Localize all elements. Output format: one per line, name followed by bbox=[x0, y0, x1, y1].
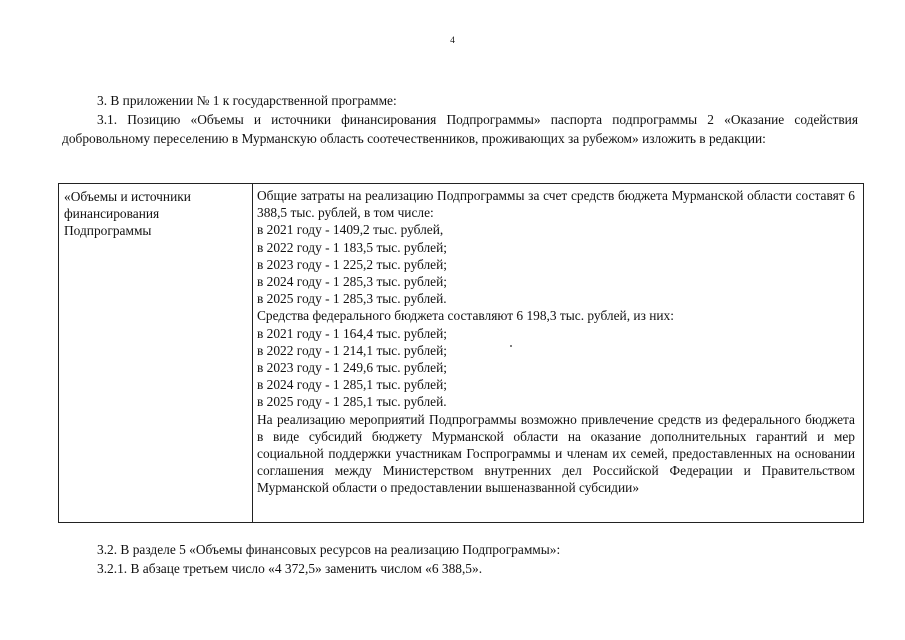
federal-year-2023: в 2023 году - 1 249,6 тыс. рублей; bbox=[257, 360, 447, 376]
item-3: 3. В приложении № 1 к государственной программе: bbox=[97, 93, 397, 108]
item-3-2-1: 3.2.1. В абзаце третьем число «4 372,5» заменить числом «6 388,5». bbox=[97, 561, 483, 576]
closing-paragraph: На реализацию мероприятий Подпрограммы возможно привлечение средств из федерального бюджета в виде субсидий бюджету Мурманской области на оказание дополнительных гарантий и мер социальной поддержки участникам Госпрограммы и членам их семей, предоставленных на основании соглашения между Министерством внутренних дел Российской Федерации и Правительством Мурманской области о предоставлении вышеназванной субсидии» bbox=[257, 411, 855, 496]
item-3-1: 3.1. Позицию «Объемы и источники финансирования Подпрограммы» паспорта подпрограммы 2 «Оказание содействия добровольному переселению в Мурманскую область соотечественников, проживающих за рубежом» изложить в редакции: bbox=[62, 112, 858, 146]
regional-year-2025: в 2025 году - 1 285,3 тыс. рублей. bbox=[257, 291, 447, 307]
regional-year-2024: в 2024 году - 1 285,3 тыс. рублей; bbox=[257, 274, 447, 290]
regional-year-2023: в 2023 году - 1 225,2 тыс. рублей; bbox=[257, 256, 447, 272]
regional-year-2021: в 2021 году - 1409,2 тыс. рублей, bbox=[257, 222, 444, 238]
federal-year-2022: в 2022 году - 1 214,1 тыс. рублей; bbox=[257, 342, 447, 358]
federal-year-2021: в 2021 году - 1 164,4 тыс. рублей; bbox=[257, 325, 447, 341]
federal-intro: Средства федерального бюджета составляют 6 198,3 тыс. рублей, из них: bbox=[257, 308, 674, 324]
page-number: 4 bbox=[450, 36, 455, 46]
financing-table bbox=[58, 183, 864, 523]
table-content-cell bbox=[253, 184, 863, 522]
scan-speck bbox=[510, 345, 512, 347]
item-3-2: 3.2. В разделе 5 «Объемы финансовых ресурсов на реализацию Подпрограммы»: bbox=[97, 542, 561, 557]
federal-year-2024: в 2024 году - 1 285,1 тыс. рублей; bbox=[257, 377, 447, 393]
regional-year-2022: в 2022 году - 1 183,5 тыс. рублей; bbox=[257, 239, 447, 255]
total-intro: Общие затраты на реализацию Подпрограммы за счет средств бюджета Мурманской области составят 6 388,5 тыс. рублей, в том числе: bbox=[257, 188, 855, 221]
table-label-cell: «Объемы и источники финансирования Подпрограммы bbox=[59, 184, 253, 522]
federal-year-2025: в 2025 году - 1 285,1 тыс. рублей. bbox=[257, 394, 447, 410]
